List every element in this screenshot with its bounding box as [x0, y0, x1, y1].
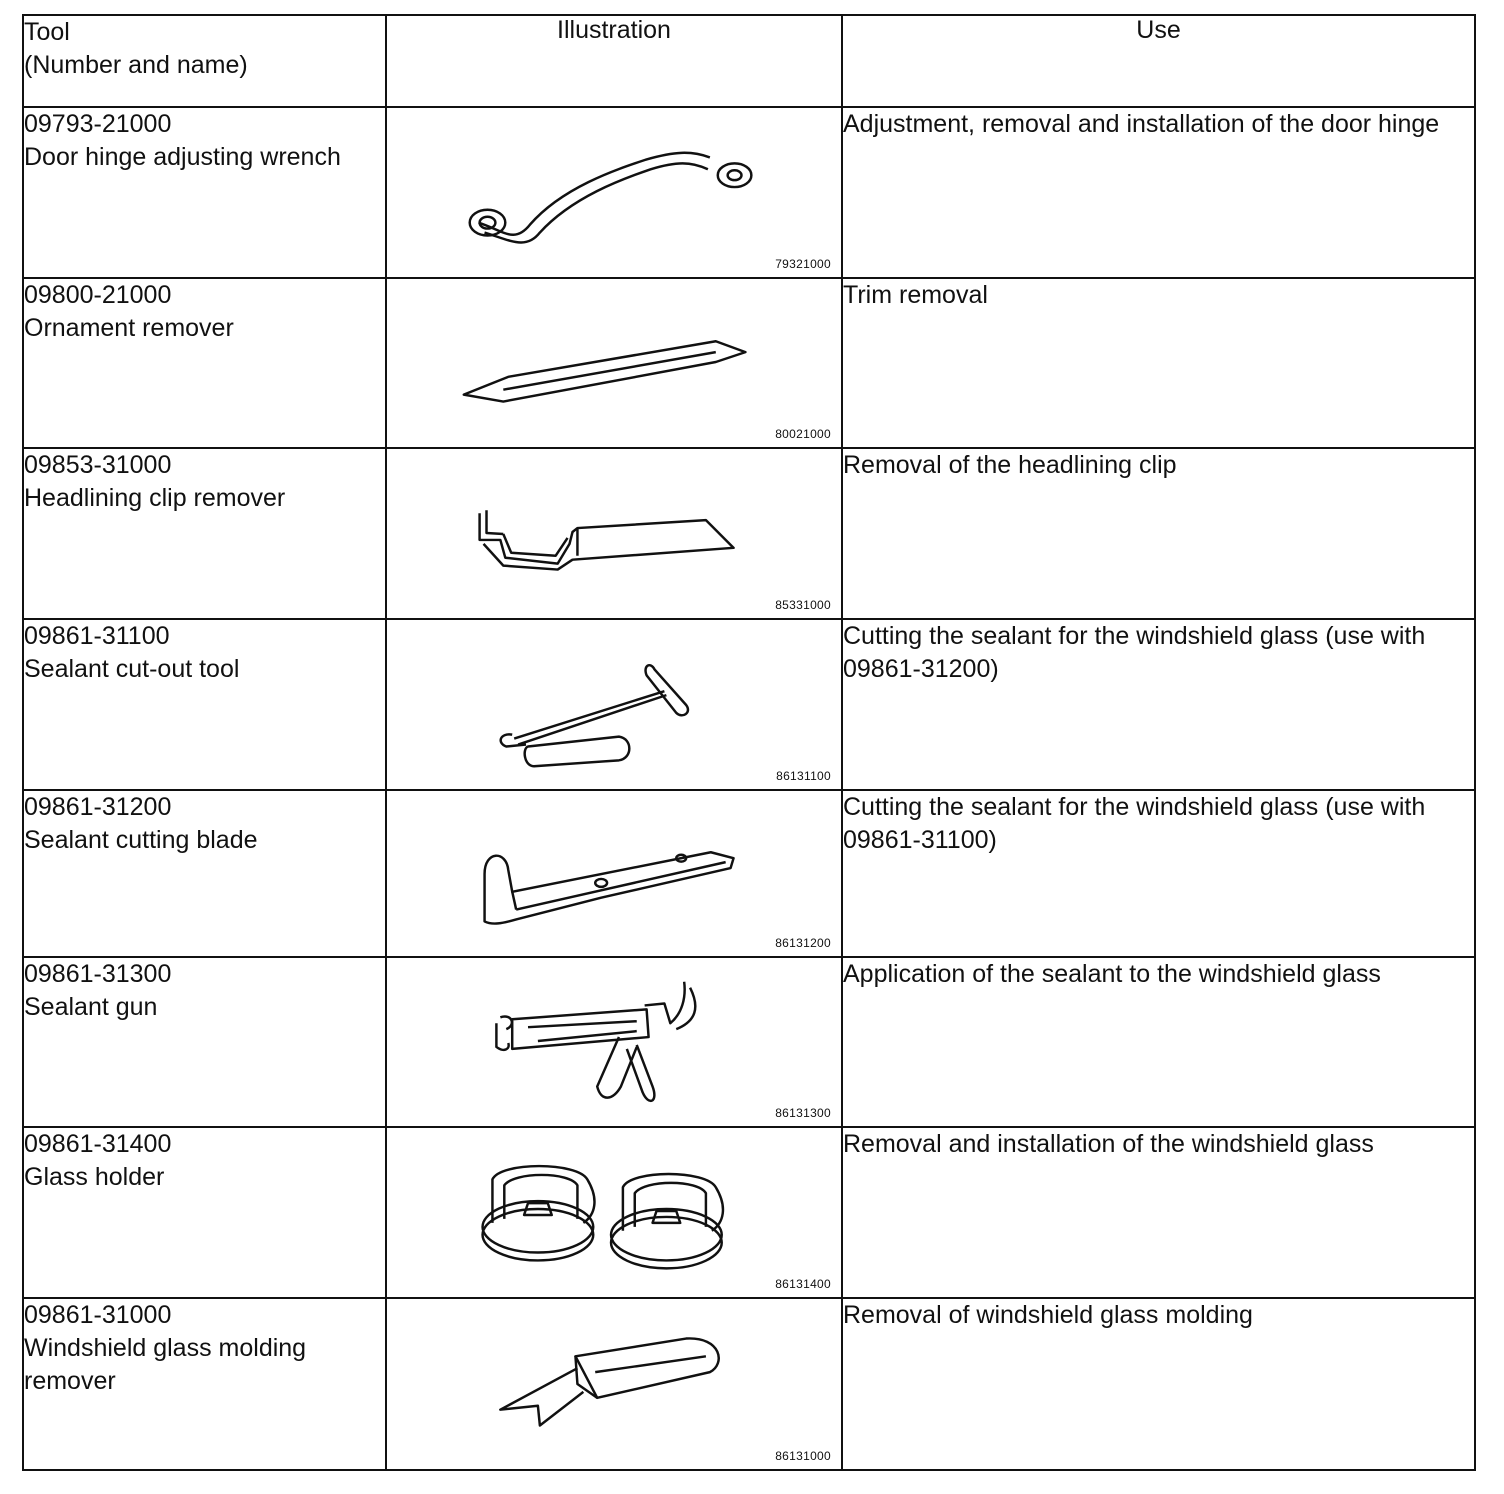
tool-number: 09800-21000 [24, 281, 172, 309]
use-cell just-use [842, 790, 1475, 957]
tool-cell [23, 448, 386, 619]
tool-name: Headlining clip remover [24, 484, 286, 512]
illustration-cell [386, 790, 842, 957]
header-illustration: Illustration [386, 15, 842, 107]
illustration-cell [386, 1127, 842, 1298]
table-row [23, 790, 1475, 957]
tool-name: Ornament remover [24, 314, 234, 342]
image-code: 86131100 [776, 769, 831, 783]
molding-remover-icon [387, 1299, 841, 1469]
illustration-cell [386, 957, 842, 1127]
header-tool-line2: (Number and name) [24, 51, 248, 79]
table-row [23, 619, 1475, 790]
table-row [23, 278, 1475, 448]
use-cell: Cutting the sealant for the windshield glass (use with 09861-31200) [842, 619, 1475, 790]
illustration-cell [386, 448, 842, 619]
wrench-icon [387, 108, 841, 277]
use-line: Cutting the sealant for the windshield glass (use with 09861-31100) [843, 793, 1426, 854]
tool-number: 09793-21000 [24, 110, 172, 138]
table-row [23, 1127, 1475, 1298]
image-code: 86131000 [775, 1449, 831, 1463]
suction-cup-icon [387, 1128, 841, 1297]
tool-cell [23, 1127, 386, 1298]
tool-name: Glass holder [24, 1163, 165, 1191]
tool-cell [23, 1298, 386, 1470]
use-cell: Trim removal [842, 278, 1475, 448]
tool-cell [23, 619, 386, 790]
tool-cell [23, 957, 386, 1127]
illustration-cell [386, 1298, 842, 1470]
tool-name: Sealant gun [24, 993, 158, 1021]
tool-number: 09861-31300 [24, 960, 172, 988]
illustration-cell [386, 278, 842, 448]
cutting-blade-icon [387, 791, 841, 956]
header-row [23, 15, 1475, 107]
cut-out-tool-icon [387, 620, 841, 789]
image-code: 80021000 [775, 427, 831, 441]
header-use: Use [842, 15, 1475, 107]
tool-number: 09861-31000 [24, 1301, 172, 1329]
table-row [23, 1298, 1475, 1470]
image-code: 79321000 [775, 257, 831, 271]
use-cell: Removal and installation of the windshield glass [842, 1127, 1475, 1298]
table-row [23, 957, 1475, 1127]
clip-remover-icon [387, 449, 841, 618]
illustration-cell [386, 107, 842, 278]
tool-name: Sealant cutting blade [24, 826, 258, 854]
table-row [23, 448, 1475, 619]
use-cell: Removal of windshield glass molding [842, 1298, 1475, 1470]
sealant-gun-icon [387, 958, 841, 1126]
tool-number: 09861-31400 [24, 1130, 172, 1158]
tool-name: Windshield glass molding remover [24, 1334, 307, 1395]
image-code: 86131300 [775, 1106, 831, 1120]
image-code: 86131400 [775, 1277, 831, 1291]
tool-name: Sealant cut-out tool [24, 655, 240, 683]
header-tool [23, 15, 386, 107]
tool-number: 09853-31000 [24, 451, 172, 479]
tool-number: 09861-31200 [24, 793, 172, 821]
special-tools-table [22, 14, 1476, 1471]
tool-cell [23, 278, 386, 448]
tool-cell [23, 107, 386, 278]
image-code: 85331000 [775, 598, 831, 612]
image-code: 86131200 [775, 936, 831, 950]
blade-icon [387, 279, 841, 447]
use-cell: Application of the sealant to the windshield glass [842, 957, 1475, 1127]
use-cell: Adjustment, removal and installation of the door hinge [842, 107, 1475, 278]
tool-number: 09861-31100 [24, 622, 170, 650]
use-cell: Removal of the headlining clip [842, 448, 1475, 619]
tool-name: Door hinge adjusting wrench [24, 143, 341, 171]
tool-cell [23, 790, 386, 957]
table-row [23, 107, 1475, 278]
illustration-cell [386, 619, 842, 790]
header-tool-line1: Tool [24, 18, 70, 46]
